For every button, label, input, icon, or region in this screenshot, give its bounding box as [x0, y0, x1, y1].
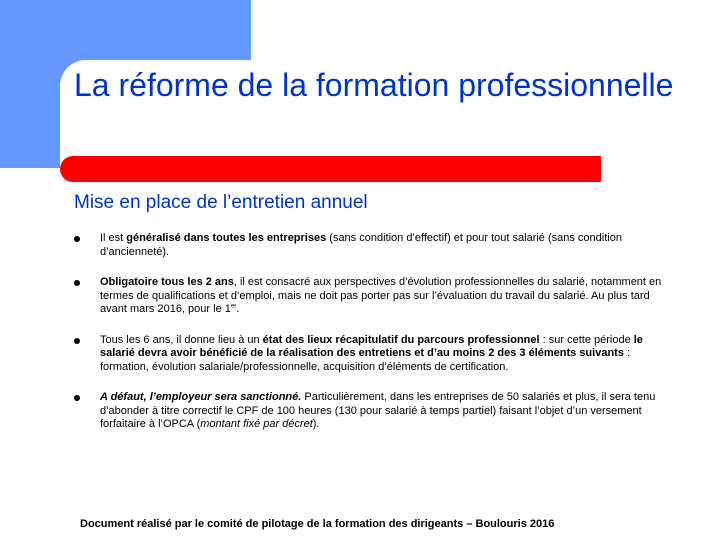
bullet-icon — [74, 395, 80, 401]
bullet-item: A défaut, l’employeur sera sanctionné. Particulièrement, dans les entreprises de 50 salariés et plus, il sera tenu d’abonder à titre correctif le CPF de 100 heures (130 pour salarié à temps partiel) faisant l’objet d’un versement forfaitaire à l’OPCA (montant fixé par décret). — [74, 391, 674, 432]
bullet-item: Tous les 6 ans, il donne lieu à un état des lieux récapitulatif du parcours professionnel : sur cette période le salarié devra avoir bénéficié de la réalisation des entretiens et d’au moins 2 des 3 éléments suivants : formation, évolution salariale/professionnelle, acquisition d’éléments de certification. — [74, 334, 674, 375]
slide-subtitle: Mise en place de l’entretien annuel — [74, 192, 368, 213]
bullet-icon — [74, 280, 80, 286]
slide-title: La réforme de la formation professionnelle — [74, 67, 674, 103]
footer-credit: Document réalisé par le comité de pilotage de la formation des dirigeants – Boulouris 2016 — [80, 518, 555, 530]
bullet-list — [74, 232, 674, 449]
bullet-item: Il est généralisé dans toutes les entreprises (sans condition d’effectif) et pour tout salarié (sans condition d’ancienneté). — [74, 232, 674, 259]
bullet-icon — [74, 236, 80, 242]
bullet-icon — [74, 338, 80, 344]
decorative-red-bar — [60, 156, 601, 182]
bullet-item: Obligatoire tous les 2 ans, il est consacré aux perspectives d’évolution professionnelles du salarié, notamment en termes de qualifications et d’emploi, mais ne doit pas porter pas sur l’évaluation du travail du salarié. Au plus tard avant mars 2016, pour le 1er. — [74, 276, 674, 317]
